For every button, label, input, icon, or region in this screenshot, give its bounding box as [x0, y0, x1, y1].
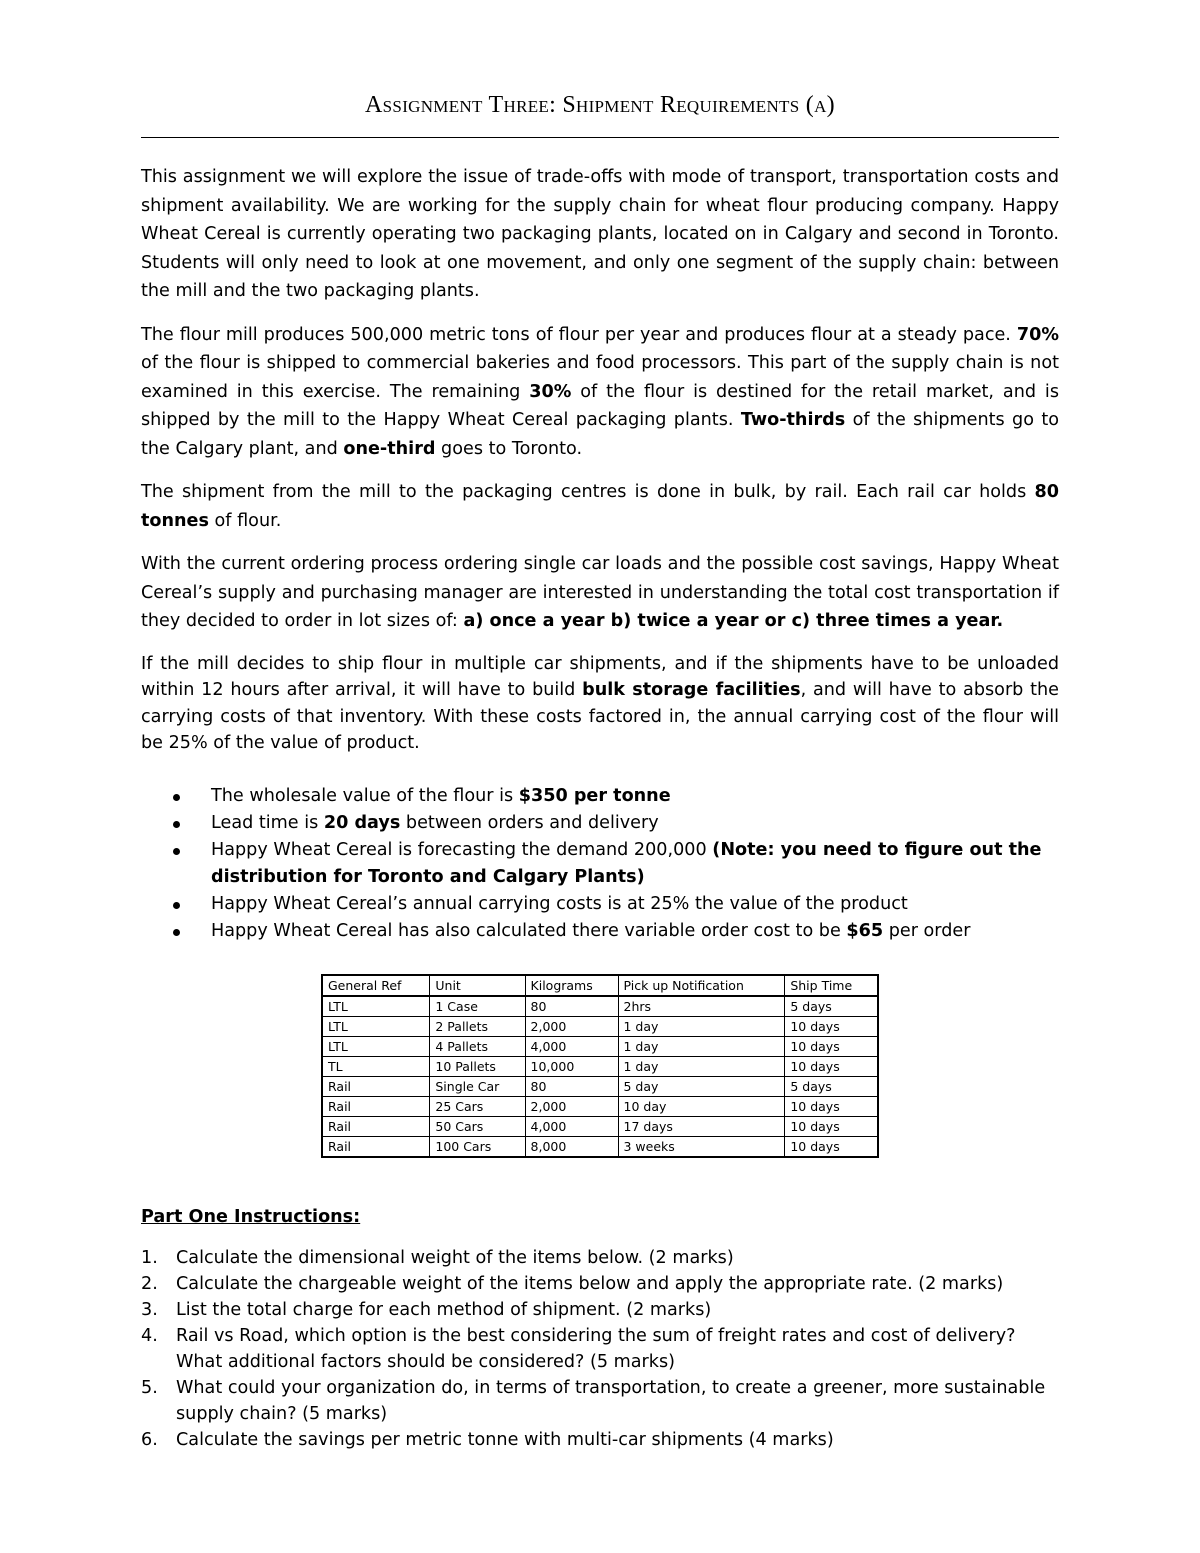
intro-paragraph: This assignment we will explore the issue of trade-offs with mode of transport, transportation costs and shipment availability. We are working for the supply chain for wheat flour producing company. Happy Wheat Cereal is currently operating two packaging plants, located on in Calgary and second in Toronto. Students will only need to look at one movement, and only one segment of the supply chain: between the mill and the two packaging plants. [141, 167, 1059, 301]
table-cell: 4,000 [525, 1037, 618, 1057]
bold-text: (Note: you need to figure out the distribution for Toronto and Calgary Plants) [211, 839, 1042, 887]
bold-text: bulk storage facilities [582, 680, 801, 700]
storage-paragraph [141, 651, 1059, 757]
text-run: between orders and delivery [400, 812, 659, 833]
table-cell: 2,000 [525, 1097, 618, 1117]
item-number: 5. [141, 1378, 158, 1398]
column-header: Pick up Notification [618, 975, 785, 996]
table-cell: Rail [322, 1117, 430, 1137]
list-item [141, 1271, 1059, 1297]
table-cell: 2,000 [525, 1017, 618, 1037]
bold-text: a) once a year b) twice a year or c) three times a year. [463, 611, 1004, 631]
table-cell: 10 days [785, 1037, 878, 1057]
text-run: of flour. [208, 510, 282, 531]
text-run: The shipment from the mill to the packaging centres is done in bulk, by rail. Each rail car holds [141, 482, 1035, 502]
rail-shipment-paragraph [141, 478, 1059, 535]
bold-text: 20 days [323, 812, 401, 833]
bold-text: one-third [343, 438, 436, 459]
assumptions-list [141, 783, 1059, 945]
title-divider [141, 137, 1059, 138]
table-cell: 4 Pallets [430, 1037, 525, 1057]
bold-text: $65 [846, 920, 884, 941]
table-row [322, 1137, 878, 1158]
list-item [211, 891, 1059, 918]
bullet-icon [173, 794, 180, 801]
bold-text: $350 per tonne [518, 785, 671, 806]
column-header: Unit [430, 975, 525, 996]
table-cell: Rail [322, 1077, 430, 1097]
flour-mill-paragraph [141, 321, 1059, 464]
item-text: Calculate the dimensional weight of the items below. (2 marks) [176, 1248, 734, 1268]
text-run: Happy Wheat Cereal is forecasting the demand 200,000 [211, 839, 713, 860]
column-header: General Ref [322, 975, 430, 996]
table-cell: 25 Cars [430, 1097, 525, 1117]
table-cell: 10 days [785, 1057, 878, 1077]
text-run: The flour mill produces 500,000 metric tons of flour per year and produces flour at a steady pace. [141, 324, 1017, 345]
bold-text: Two-thirds [740, 410, 846, 430]
table-cell: 10 day [618, 1097, 785, 1117]
table-cell: 3 weeks [618, 1137, 785, 1158]
text-run: , and will have to absorb the carrying costs of that inventory. With these costs factored in, the annual carrying cost of the flour will be 25% of the value of product. [141, 680, 1060, 753]
table-cell: TL [322, 1057, 430, 1077]
ordering-paragraph [141, 550, 1059, 636]
table-cell: 4,000 [525, 1117, 618, 1137]
table-header-row [322, 975, 878, 996]
text-run: Lead time is [211, 812, 324, 833]
table-cell: 80 [525, 1077, 618, 1097]
text-run: of the shipments go to the Calgary plant, and [141, 410, 1059, 459]
table-cell: 5 days [785, 996, 878, 1017]
table-cell: 1 day [618, 1017, 785, 1037]
table-cell: 1 Case [430, 996, 525, 1017]
shipment-options-table [321, 974, 879, 1158]
document-body [141, 163, 1059, 945]
item-text: Calculate the chargeable weight of the items below and apply the appropriate rate. (2 marks) [176, 1274, 1004, 1294]
table-cell: LTL [322, 996, 430, 1017]
item-number: 3. [141, 1300, 158, 1320]
table-row [322, 1017, 878, 1037]
text-run: Happy Wheat Cereal has also calculated there variable order cost to be [211, 920, 847, 941]
table-cell: 10 days [785, 1117, 878, 1137]
table-cell: 10 days [785, 1017, 878, 1037]
table-cell: Rail [322, 1137, 430, 1158]
table-row [322, 996, 878, 1017]
text-run: The wholesale value of the flour is [211, 785, 519, 806]
list-item [141, 1375, 1059, 1427]
item-text: List the total charge for each method of shipment. (2 marks) [176, 1300, 712, 1320]
item-number: 2. [141, 1274, 158, 1294]
list-item [141, 1245, 1059, 1271]
text-run: Happy Wheat Cereal’s annual carrying costs is at 25% the value of the product [211, 893, 908, 914]
table-row [322, 1117, 878, 1137]
text-run: of the flour is shipped to commercial bakeries and food processors. This part of the supply chain is not examined in this exercise. The remaining [141, 353, 1059, 402]
bullet-icon [173, 929, 180, 936]
table-cell: 10 days [785, 1097, 878, 1117]
bold-text: 70% [1016, 324, 1059, 345]
part-one-section [141, 1204, 1059, 1453]
bold-text: 30% [529, 381, 572, 402]
table-cell: 2hrs [618, 996, 785, 1017]
table-cell: 17 days [618, 1117, 785, 1137]
section-heading: Part One Instructions: [141, 1207, 361, 1227]
table-cell: Single Car [430, 1077, 525, 1097]
item-text: Rail vs Road, which option is the best considering the sum of freight rates and cost of delivery? What additional factors should be considered? (5 marks) [176, 1326, 1016, 1372]
list-item [211, 837, 1059, 891]
table-cell: 10,000 [525, 1057, 618, 1077]
table-cell: Rail [322, 1097, 430, 1117]
table-cell: 5 days [785, 1077, 878, 1097]
list-item [211, 918, 1059, 945]
table-cell: 2 Pallets [430, 1017, 525, 1037]
table-row [322, 1037, 878, 1057]
table-cell: 100 Cars [430, 1137, 525, 1158]
text-run: If the mill decides to ship flour in multiple car shipments, and if the shipments have to be unloaded within 12 hours after arrival, it will have to build [141, 653, 1059, 700]
column-header: Ship Time [785, 975, 878, 996]
item-text: Calculate the savings per metric tonne with multi-car shipments (4 marks) [176, 1430, 834, 1450]
list-item [141, 1297, 1059, 1323]
page-title: Assignment Three: Shipment Requirements (a) [365, 92, 835, 118]
item-number: 1. [141, 1248, 158, 1268]
table-cell: 10 Pallets [430, 1057, 525, 1077]
table-cell: LTL [322, 1037, 430, 1057]
table-cell: 10 days [785, 1137, 878, 1158]
table-row [322, 1097, 878, 1117]
list-item [211, 783, 1059, 810]
table-cell: 80 [525, 996, 618, 1017]
bullet-icon [173, 848, 180, 855]
table-cell: LTL [322, 1017, 430, 1037]
text-run: goes to Toronto. [435, 438, 583, 459]
table-cell: 1 day [618, 1057, 785, 1077]
table-cell: 8,000 [525, 1137, 618, 1158]
item-number: 4. [141, 1326, 158, 1346]
item-text: What could your organization do, in terms of transportation, to create a greener, more sustainable supply chain? (5 marks) [176, 1378, 1046, 1424]
table-cell: 1 day [618, 1037, 785, 1057]
table-row [322, 1057, 878, 1077]
table-cell: 50 Cars [430, 1117, 525, 1137]
column-header: Kilograms [525, 975, 618, 996]
bullet-icon [173, 821, 180, 828]
table-cell: 5 day [618, 1077, 785, 1097]
bullet-icon [173, 902, 180, 909]
table-row [322, 1077, 878, 1097]
text-run: of the flour is destined for the retail market, and is shipped by the mill to the Happy Wheat Cereal packaging plants. [141, 381, 1059, 430]
list-item [141, 1427, 1059, 1453]
instructions-list [141, 1245, 1059, 1453]
list-item [141, 1323, 1059, 1375]
item-number: 6. [141, 1430, 158, 1450]
list-item [211, 810, 1059, 837]
bold-text: 80 tonnes [141, 482, 1059, 531]
text-run: With the current ordering process ordering single car loads and the possible cost savings, Happy Wheat Cereal’s supply and purchasing manager are interested in understanding the total cost transportation if they decided to order in lot sizes of: [141, 554, 1059, 631]
text-run: per order [883, 920, 971, 941]
